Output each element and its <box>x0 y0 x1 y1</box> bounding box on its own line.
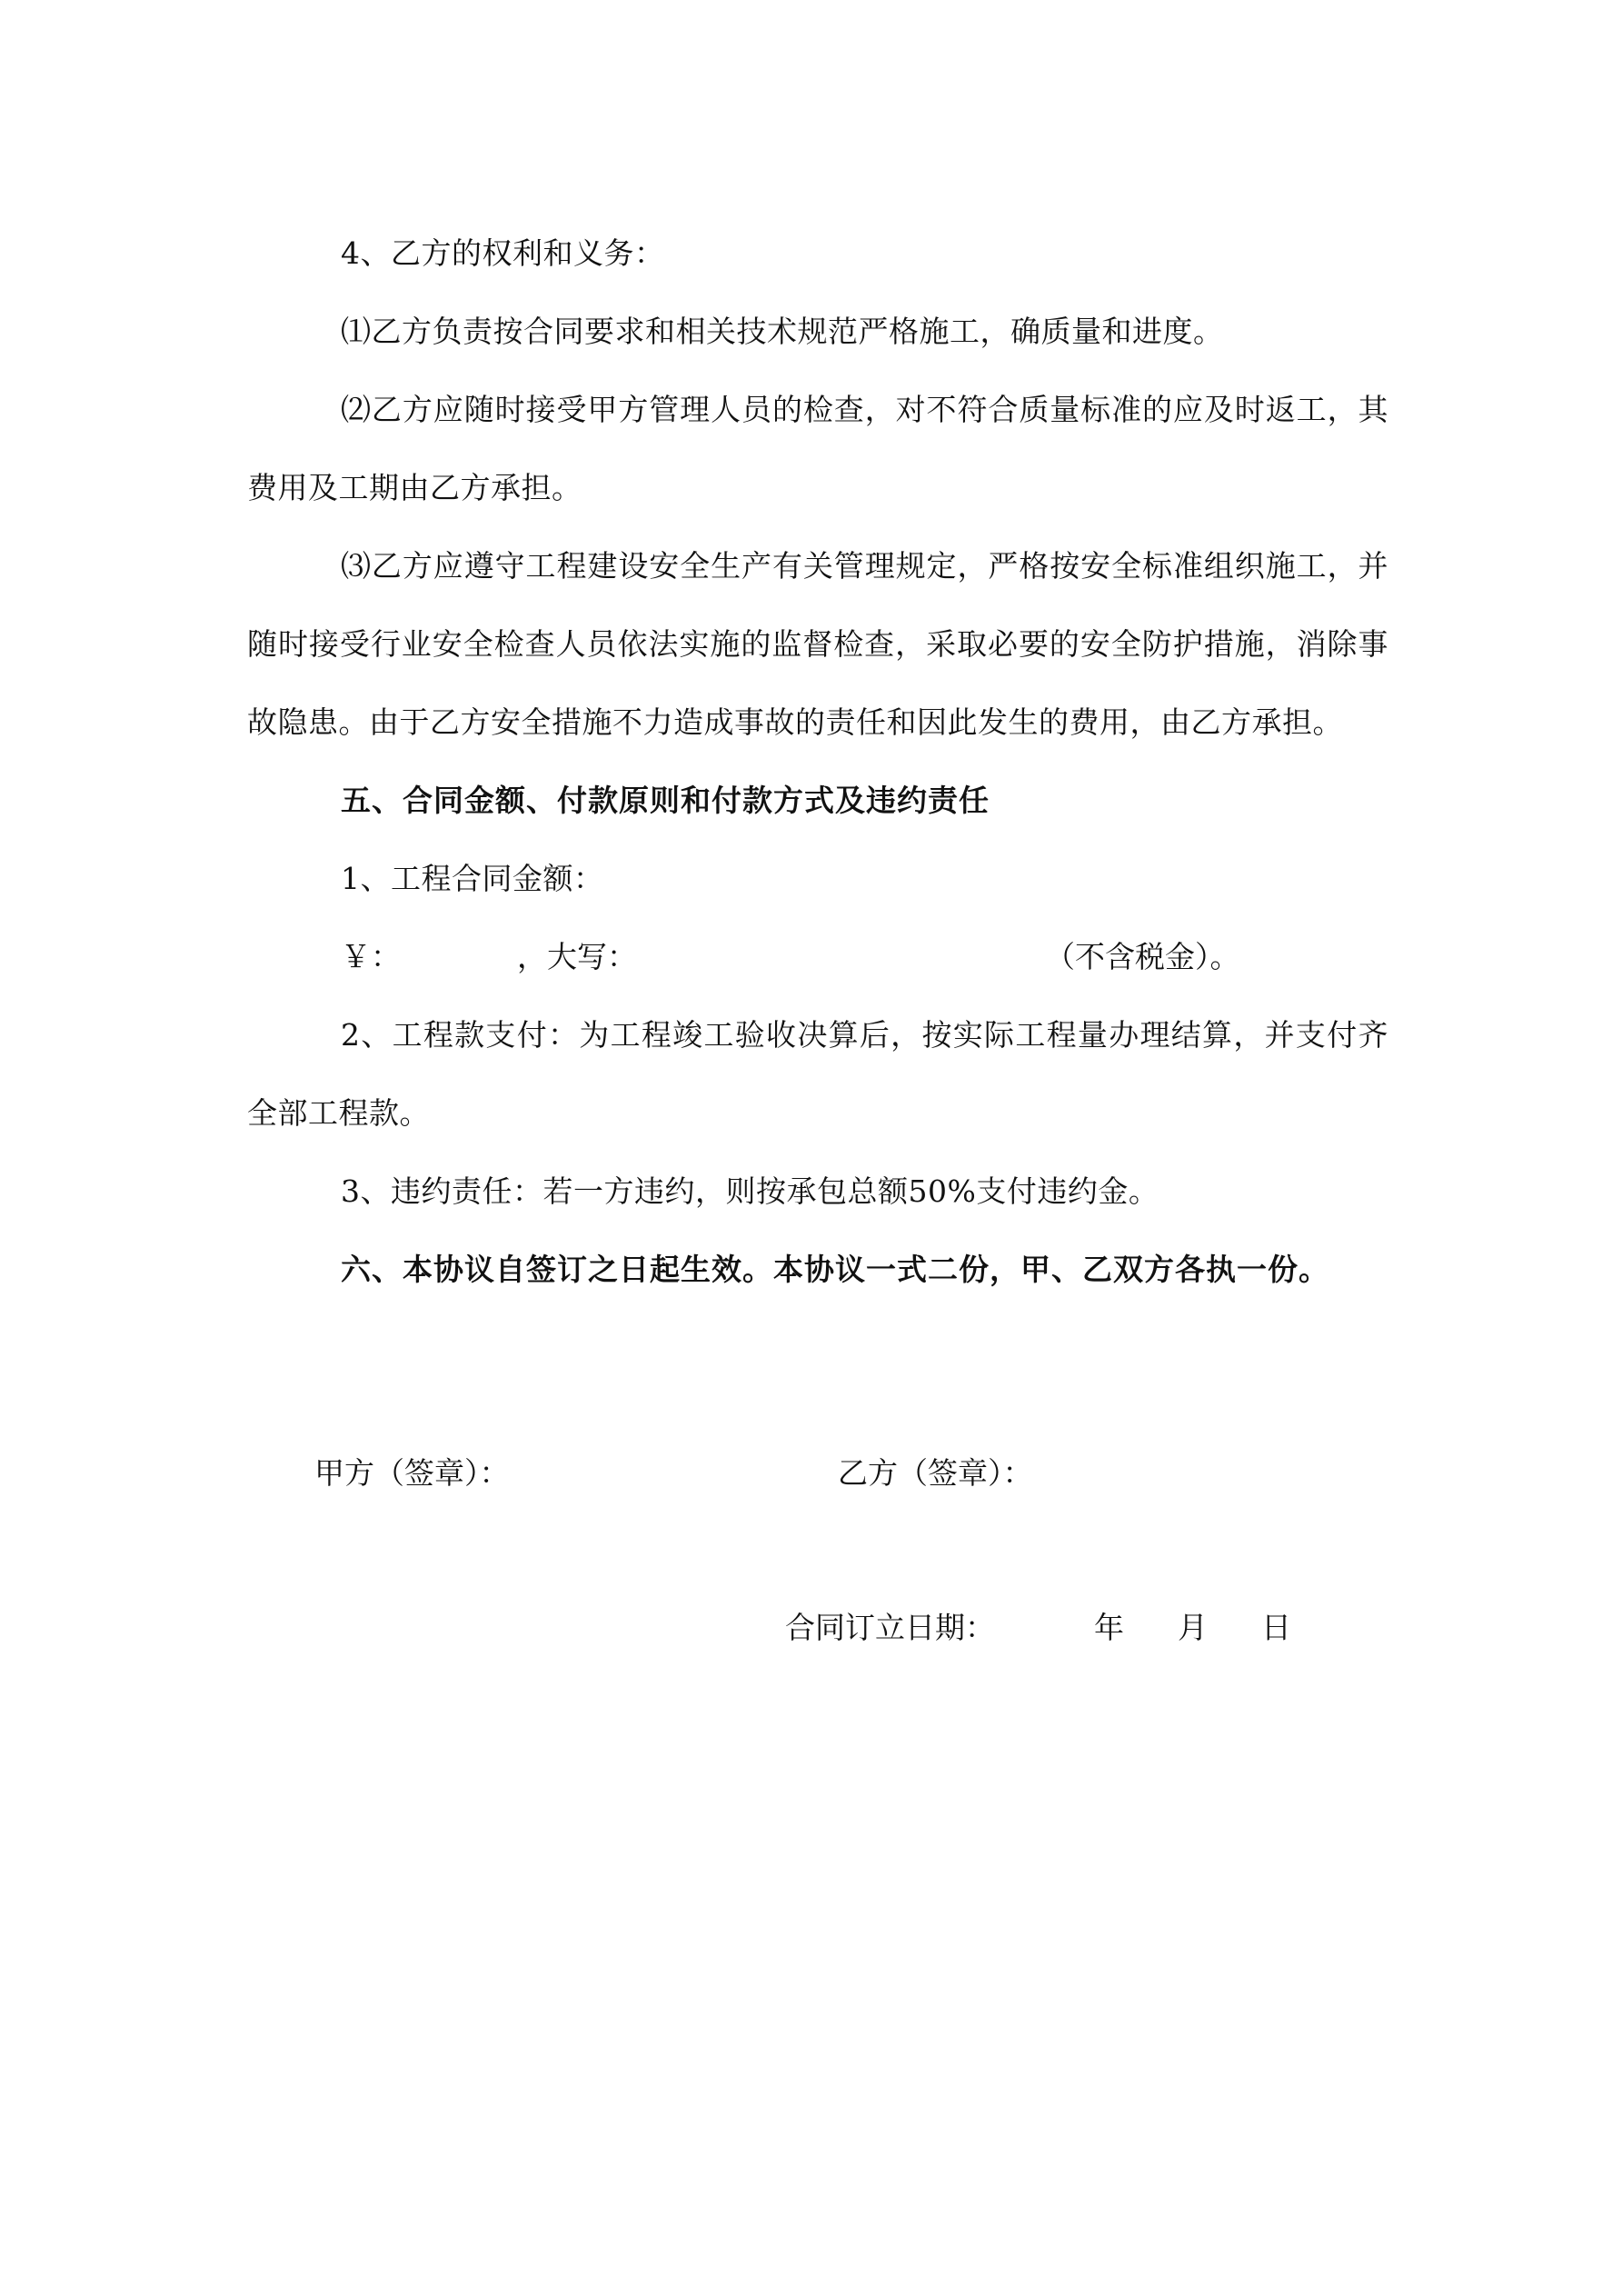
date-year-label: 年 <box>1094 1610 1124 1645</box>
clause-5-3: 3、违约责任：若一方违约，则按承包总额50%支付违约金。 <box>341 1173 1159 1209</box>
contract-date-row <box>0 1596 1622 1660</box>
section-6-heading: 六、本协议自签订之日起生效。本协议一式二份，甲、乙双方各执一份。 <box>341 1252 1329 1287</box>
clause-4-item-1: ⑴乙方负责按合同要求和相关技术规范严格施工，确质量和进度。 <box>341 314 1224 349</box>
amount-tax-note: （不含税金）。 <box>1045 939 1240 974</box>
clause-5-1: 1、工程合同金额： <box>341 861 604 896</box>
clause-4-item-3: ⑶乙方应遵守工程建设安全生产有关管理规定，严格按安全标准组织施工，并随时接受行业安全检查人员依法实施的监督检查，采取必要的安全防护措施，消除事故隐患。由于乙方安全措施不力造成事故的责任和因此发生的费用，由乙方承担。 <box>247 548 1388 740</box>
document-body <box>247 215 1388 1309</box>
party-b-signature-label: 乙方（签章）： <box>838 1455 1033 1491</box>
contract-date-label: 合同订立日期： <box>785 1610 995 1645</box>
clause-4-heading: 4、乙方的权利和义务： <box>341 235 665 271</box>
signature-row <box>0 1442 1622 1505</box>
section-5-heading: 五、合同金额、付款原则和付款方式及违约责任 <box>341 783 990 818</box>
amount-yen-label: ￥： <box>341 939 401 974</box>
date-day-label: 日 <box>1261 1610 1291 1645</box>
clause-5-2: 2、工程款支付：为工程竣工验收决算后，按实际工程量办理结算，并支付齐全部工程款。 <box>247 1017 1388 1131</box>
party-a-signature-label: 甲方（签章）： <box>314 1455 510 1491</box>
amount-capital-label: ，大写： <box>517 939 637 974</box>
date-month-label: 月 <box>1178 1610 1208 1645</box>
clause-4-item-2: ⑵乙方应随时接受甲方管理人员的检查，对不符合质量标准的应及时返工，其费用及工期由乙方承担。 <box>247 392 1388 505</box>
amount-line <box>247 918 1388 996</box>
